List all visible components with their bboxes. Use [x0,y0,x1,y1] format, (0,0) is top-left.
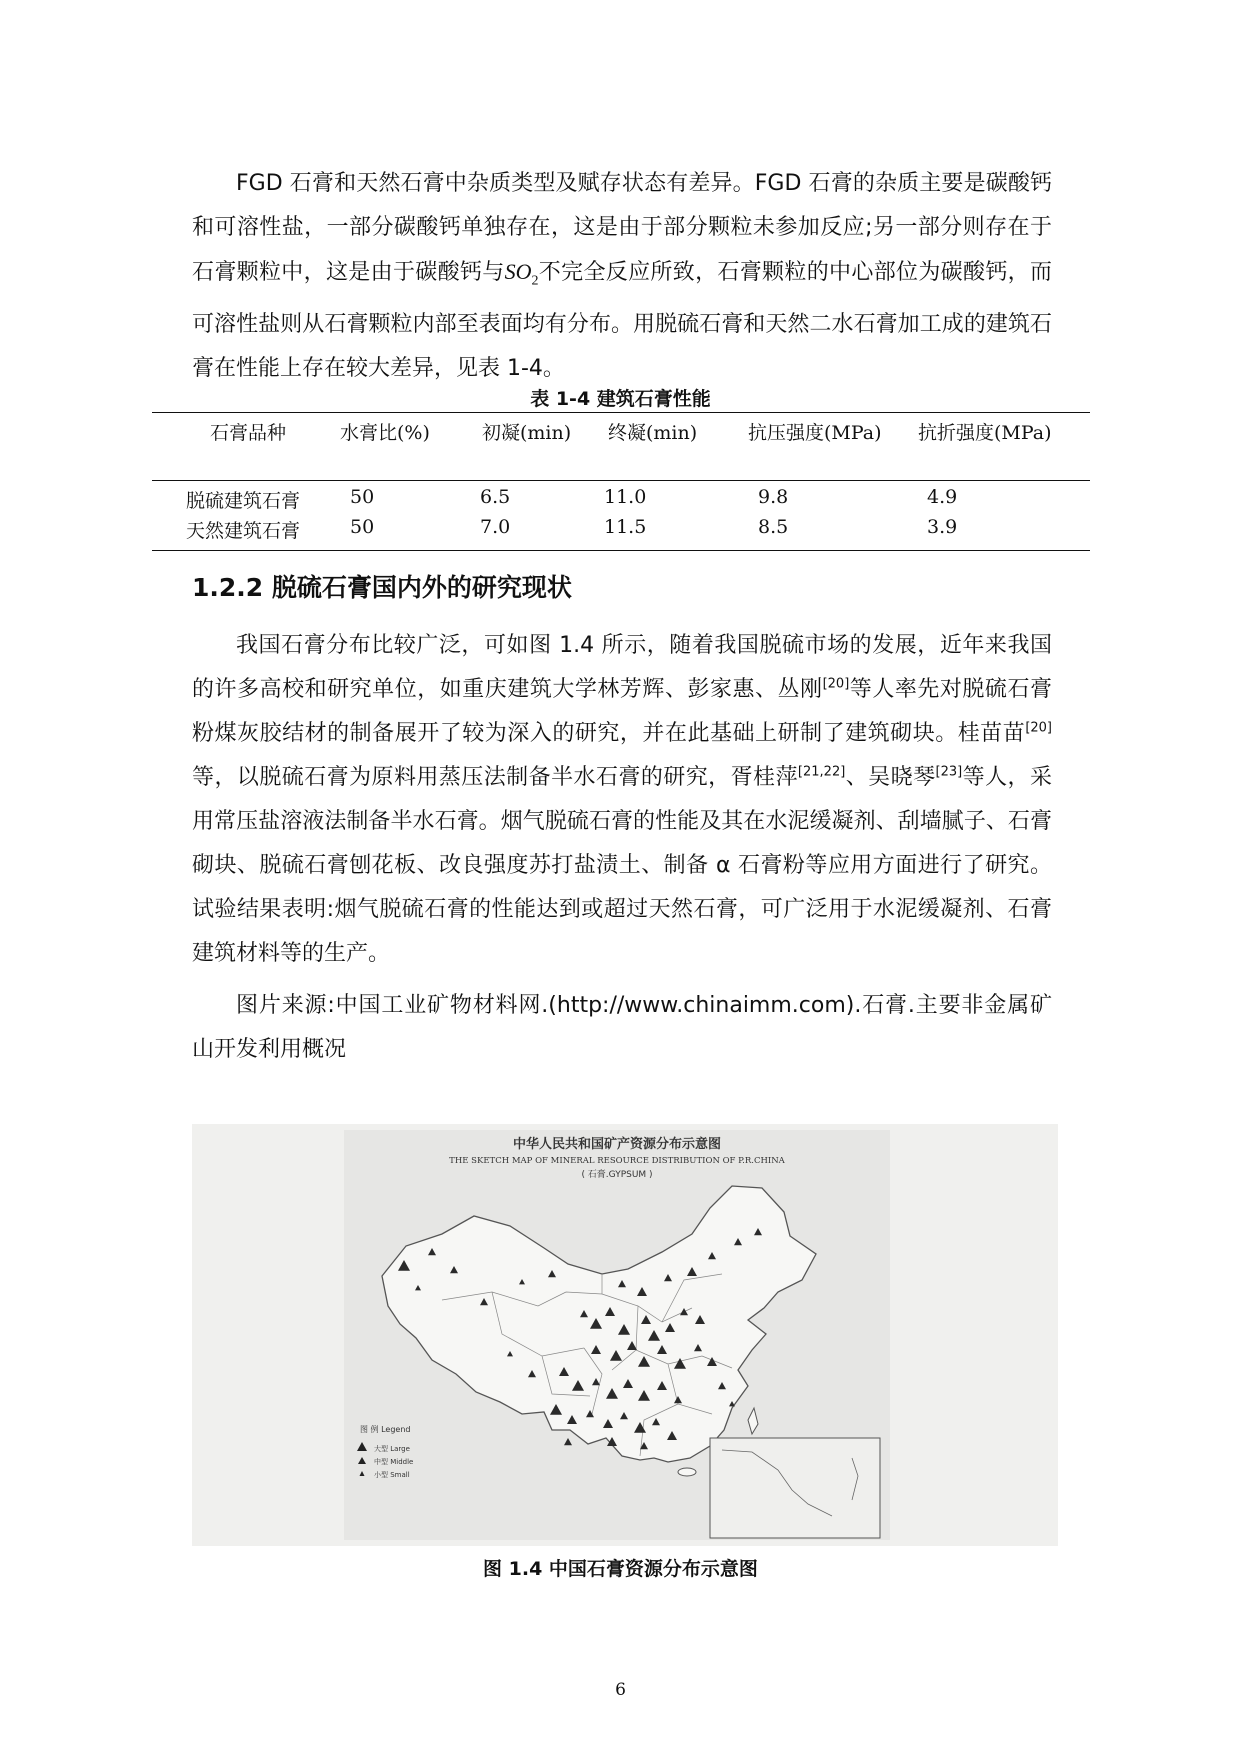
table-header-cell: 水膏比(%) [340,422,430,444]
table-cell: 8.5 [758,516,789,538]
table-cell: 3.9 [927,516,958,538]
citation-ref[interactable]: [20] [822,676,850,692]
so2-formula [504,259,539,289]
gypsum-map-figure [192,1124,1058,1546]
image-source-text: 图片来源:中国工业矿物材料网.(http://www.chinaimm.com).石膏.主要非金属矿山开发利用概况 [192,993,1052,1062]
section-heading: 1.2.2 脱硫石膏国内外的研究现状 [192,573,572,602]
table-cell: 9.8 [758,486,789,508]
legend-title: 图 例 Legend [360,1425,411,1434]
table-header-cell: 抗压强度(MPa) [748,422,882,444]
paragraph-impurities [192,162,1052,391]
table-top-rule [152,412,1090,413]
so2-base: SO [504,259,532,284]
para1-text-b: 不完全反应所致，石膏颗粒的中心部位为碳酸钙，而可溶性盐则从石膏颗粒内部至表面均有分布。用脱硫石膏和天然二水石膏加工成的建筑石膏在性能上存在较大差异，见表 1-4。 [192,260,1052,382]
paragraph-image-source [192,984,1052,1072]
table-cell: 11.0 [604,486,647,508]
table-cell: 6.5 [480,486,511,508]
table-bottom-rule [152,550,1090,551]
table-cell: 50 [350,486,375,508]
para2-text: 、吴晓琴 [845,765,936,790]
map-title-cn: 中华人民共和国矿产资源分布示意图 [512,1137,722,1152]
south-sea-inset [710,1438,880,1538]
map-subtitle: ( 石膏.GYPSUM ) [581,1170,653,1180]
map-title-en: THE SKETCH MAP OF MINERAL RESOURCE DISTRIBUTION OF P.R.CHINA [449,1156,785,1166]
table-cell: 4.9 [927,486,958,508]
table-cell: 天然建筑石膏 [186,520,301,542]
table-cell: 50 [350,516,375,538]
hainan-island [678,1468,696,1476]
gypsum-map-svg [192,1124,1058,1546]
figure-caption: 图 1.4 中国石膏资源分布示意图 [483,1558,758,1580]
table-caption: 表 1-4 建筑石膏性能 [530,388,711,410]
table-mid-rule [152,480,1090,481]
para2-text: 等人，采用常压盐溶液法制备半水石膏。烟气脱硫石膏的性能及其在水泥缓凝剂、刮墙腻子、石膏砌块、脱硫石膏刨花板、改良强度苏打盐渍土、制备 α 石膏粉等应用方面进行了研究。试验结果表明:烟气脱硫石膏的性能达到或超过天然石膏，可广泛用于水泥缓凝剂、石膏建筑材料等的生产。 [192,765,1052,966]
table-header-cell: 石膏品种 [210,422,287,444]
paragraph-research-status [192,624,1052,976]
table-cell: 11.5 [604,516,647,538]
legend-middle-label: 中型 Middle [374,1458,414,1466]
table-header-cell: 抗折强度(MPa) [918,422,1052,444]
table-header-cell: 初凝(min) [482,422,572,444]
page-number: 6 [615,1680,626,1700]
para2-text: 我国石膏分布比较广泛，可如图 1.4 所示，随着我国脱硫市场的发展，近年来我国的许多高校和研究单位，如重庆建筑大学林芳辉、彭家惠、丛刚 [192,633,1052,702]
table-header-cell: 终凝(min) [608,422,698,444]
para2-text: 等，以脱硫石膏为原料用蒸压法制备半水石膏的研究，胥桂萍 [192,765,798,790]
citation-ref[interactable]: [21,22] [797,764,846,780]
citation-ref[interactable]: [23] [935,764,963,780]
para1-text-a: FGD 石膏和天然石膏中杂质类型及赋存状态有差异。FGD 石膏的杂质主要是碳酸钙和可溶性盐，一部分碳酸钙单独存在，这是由于部分颗粒未参加反应;另一部分则存在于石膏颗粒中，这是由于碳酸钙与 [192,171,1052,285]
para2-text: 等人率先对脱硫石膏粉煤灰胶结材的制备展开了较为深入的研究，并在此基础上研制了建筑砌块。桂苗苗 [192,677,1052,746]
legend-small-label: 小型 Small [374,1471,410,1479]
so2-subscript: 2 [531,273,539,289]
legend-large-label: 大型 Large [374,1445,410,1453]
table-cell: 7.0 [480,516,511,538]
citation-ref[interactable]: [20] [1025,720,1052,736]
table-cell: 脱硫建筑石膏 [186,490,301,512]
